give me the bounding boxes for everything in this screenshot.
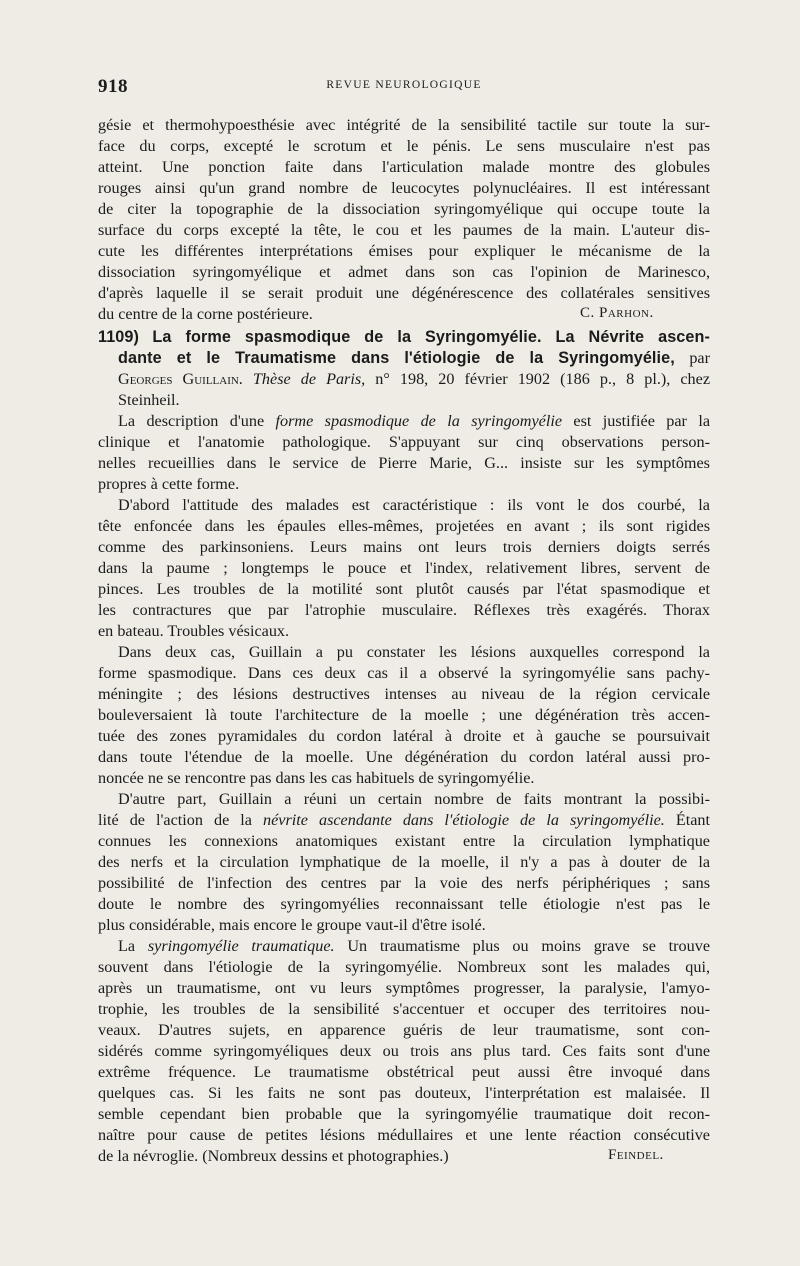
- text-line: noncée ne se rencontre pas dans les cas habituels de syringomyélie.: [98, 769, 535, 787]
- text-line: après un traumatisme, ont vu leurs symptômes progresser, la paralysie, l'amyo-: [98, 979, 710, 997]
- text-line: extrême fréquence. Le traumatisme obstétrical peut aussi être invoqué dans: [98, 1063, 710, 1081]
- page-number: 918: [98, 76, 128, 97]
- text-line: dans toute l'étendue de la moelle. Une dégénération du cordon latéral aussi pro-: [98, 748, 710, 766]
- text-line: dissociation syringomyélique et admet dans son cas l'opinion de Marinesco,: [98, 263, 710, 281]
- text-line: [98, 810, 710, 831]
- entry-thesis: Thèse de Paris,: [252, 370, 366, 388]
- text-line: trophie, les troubles de la sensibilité s'accentuer et occuper des territoires nou-: [98, 1000, 710, 1018]
- text-line: veaux. D'autres sujets, en apparence guéris de leur traumatisme, sont con-: [98, 1021, 710, 1039]
- entry-title: La forme spasmodique de la Syringomyélie. La Névrite ascen-: [152, 328, 710, 346]
- text-line: en bateau. Troubles vésicaux.: [98, 622, 290, 640]
- text-line: face du corps, excepté le scrotum et le pénis. Le sens musculaire n'est pas: [98, 137, 710, 155]
- text-line: des nerfs et la circulation lymphatique de la moelle, il n'y a pas à douter de la: [98, 853, 710, 871]
- entry-title: dante et le Traumatisme dans l'étiologie de la Syringomyélie,: [118, 349, 675, 367]
- text-span: La description d'une: [118, 412, 265, 430]
- text-line: sidérés comme syringomyéliques deux ou trois ans plus tard. Ces faits sont d'une: [98, 1042, 710, 1060]
- text-line: [118, 411, 710, 432]
- text-line: connues les connexions anatomiques existant entre la circulation lymphatique: [98, 832, 710, 850]
- running-title: REVUE NEUROLOGIQUE: [326, 79, 482, 91]
- text-line: du centre de la corne postérieure.: [98, 305, 313, 323]
- entry-number: 1109): [98, 328, 140, 346]
- text-line: possibilité de l'infection des centres par la voie des nerfs périphériques ; sans: [98, 874, 710, 892]
- text-line: tuée des zones pyramidales du cordon latéral à droite et à gauche se poursuivait: [98, 727, 710, 745]
- entry-title-line: [98, 327, 710, 348]
- entry-par: par: [689, 349, 710, 367]
- text-line: pinces. Les troubles de la motilité sont plutôt causés par l'état spasmodique et: [98, 580, 710, 598]
- text-line: souvent dans l'étiologie de la syringomyélie. Nombreux sont les malades qui,: [98, 958, 710, 976]
- text-line: quelques cas. Si les faits ne sont pas douteux, l'interprétation est malaisée. Il: [98, 1084, 710, 1102]
- italic-span: forme spasmodique de la syringomyélie: [275, 412, 563, 430]
- text-line: gésie et thermohypoesthésie avec intégrité de la sensibilité tactile sur toute la sur-: [98, 116, 710, 134]
- text-line: nelles recueillies dans le service de Pierre Marie, G... insiste sur les symptômes: [98, 454, 710, 472]
- reviewer-signature: Feindel.: [608, 1147, 664, 1163]
- text-line: naître pour cause de petites lésions médullaires et une lente réaction consécutive: [98, 1126, 710, 1144]
- text-span: Un traumatisme plus ou moins grave se trouve: [347, 937, 710, 955]
- page-header: [98, 76, 710, 98]
- text-span: La: [118, 937, 136, 955]
- text-span: lité de l'action de la: [98, 811, 252, 829]
- text-line: surface du corps excepté la tête, le cou et les paumes de la main. L'auteur dis-: [98, 221, 710, 239]
- text-line: de citer la topographie de la dissociation syringomyélique qui occupe toute la: [98, 200, 710, 218]
- text-line: propres à cette forme.: [98, 475, 240, 493]
- text-line: tête enfoncée dans les épaules elles-mêmes, projetées en avant ; ils sont rigides: [98, 517, 710, 535]
- text-line: semble cependant bien probable que la syringomyélie traumatique doit recon-: [98, 1105, 710, 1123]
- reviewer-signature: C. Parhon.: [580, 305, 654, 321]
- entry-title-line: [118, 348, 710, 369]
- text-line: dans la paume ; longtemps le pouce et l'index, relativement libres, servent de: [98, 559, 710, 577]
- text-line: atteint. Une ponction faite dans l'articulation malade montre des globules: [98, 158, 710, 176]
- text-line: rouges ainsi qu'un grand nombre de leucocytes polynucléaires. Il est intéressant: [98, 179, 710, 197]
- entry-publisher: Steinheil.: [118, 391, 180, 409]
- text-line: les contractures que par l'atrophie musculaire. Réflexes très exagérés. Thorax: [98, 601, 710, 619]
- entry-author: Georges Guillain.: [118, 370, 243, 388]
- text-line: bouleversaient là toute l'architecture de la moelle ; une dégénération très accen-: [98, 706, 710, 724]
- text-line: forme spasmodique. Dans ces deux cas il a observé la syringomyélie sans pachy-: [98, 664, 710, 682]
- text-line: comme des parkinsoniens. Leurs mains ont leurs trois derniers doigts serrés: [98, 538, 710, 556]
- text-line: [118, 936, 710, 957]
- entry-citation: [118, 369, 710, 390]
- text-line: plus considérable, mais encore le groupe vaut-il d'être isolé.: [98, 916, 486, 934]
- text-line: D'abord l'attitude des malades est caractéristique : ils vont le dos courbé, la: [118, 496, 710, 514]
- text-line: d'après laquelle il se serait produit une dégénérescence des collatérales sensitives: [98, 284, 710, 302]
- text-span: est justifiée par la: [573, 412, 710, 430]
- text-line: cute les différentes interprétations émises pour expliquer le mécanisme de la: [98, 242, 710, 260]
- italic-span: névrite ascendante dans l'étiologie de la syringomyélie.: [263, 811, 665, 829]
- italic-span: syringomyélie traumatique.: [147, 937, 335, 955]
- entry-details: n° 198, 20 février 1902 (186 p., 8 pl.), chez: [375, 370, 710, 388]
- text-line: clinique et l'anatomie pathologique. S'appuyant sur cinq observations person-: [98, 433, 710, 451]
- text-span: Étant: [675, 811, 710, 829]
- text-line: Dans deux cas, Guillain a pu constater les lésions auxquelles correspond la: [118, 643, 710, 661]
- text-line: de la névroglie. (Nombreux dessins et photographies.): [98, 1147, 449, 1165]
- text-line: doute le nombre des syringomyélies reconnaissant telle étiologie n'est pas le: [98, 895, 710, 913]
- text-line: D'autre part, Guillain a réuni un certain nombre de faits montrant la possibi-: [118, 790, 710, 808]
- text-line: méningite ; des lésions destructives intenses au niveau de la région cervicale: [98, 685, 710, 703]
